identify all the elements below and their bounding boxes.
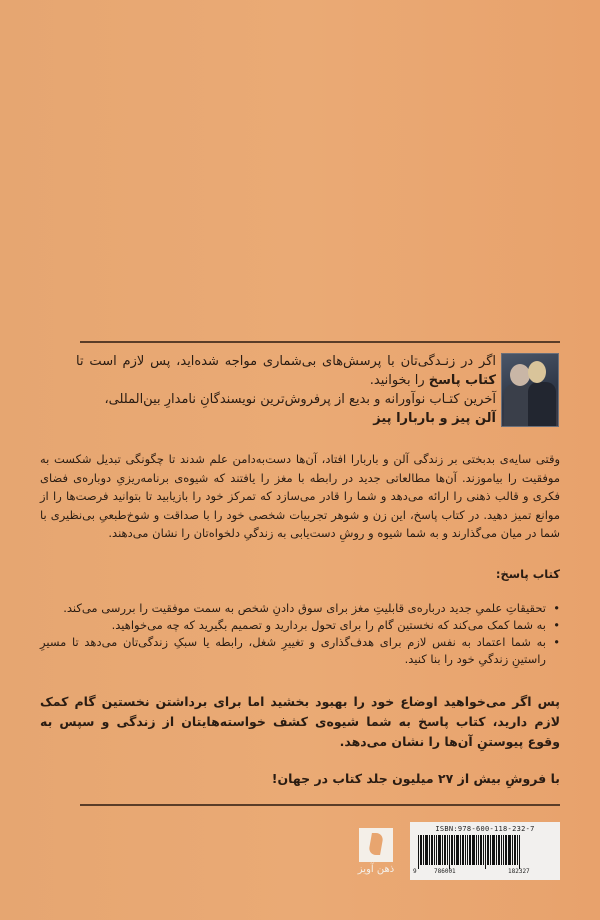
feature-item: • به شما اعتماد به نفس لازم برای هدف‌گذاری و تغییرِ شغل، رابطه یا سبکِ زندگی‌تان می‌دهد تا مسیرِ راستینِ زندگیِ خود را بنا کنید. [40, 634, 560, 668]
book-title: کتاب پاسخ [428, 373, 496, 388]
feature-item: • تحقیقاتِ علمیِ جدید درباره‌ی قابلیتِ مغز برای سوق دادنِ شخص به سمت موفقیت را بررسی می‌کند. [40, 600, 560, 617]
intro-line-3: آخرین کتـاب نوآورانه و بدیع از پرفروش‌ترین نویسندگانِ نامدارِ بین‌المللی، [104, 392, 496, 407]
author-names: آلن پیز و باربارا پیز [373, 411, 496, 426]
top-divider [80, 341, 560, 343]
bottom-divider [80, 804, 560, 806]
feature-item: • به شما کمک می‌کند که نخستین گام را برای تحول بردارید و تصمیم بگیرید که چه می‌خواهید. [40, 617, 560, 634]
photo-figure-woman [528, 382, 556, 426]
barcode-bars [418, 835, 554, 867]
sales-tagline: با فروشِ بیش از ۲۷ میلیون جلد کتاب در جهان! [271, 771, 560, 786]
features-heading: کتاب پاسخ: [495, 567, 560, 581]
isbn-text: ISBN:978-600-118-232-7 [435, 825, 535, 833]
intro-line-2: را بخوانید. [369, 373, 429, 388]
description-paragraph: وقتی سایه‌ی بدبختی بر زندگی آلن و باربارا افتاد، آن‌ها دست‌به‌دامن علم شدند تا چگونگی تبدیل شکست به موفقیت را بیاموزند. آن‌ها مطالعاتی جدید در رابطه با مغز را یافتند که شیوه‌ی برنامه‌ریزیِ دوباره‌ی فضای فکری و قالب ذهنی را ارائه می‌دهد و شما را قادر می‌سازد که تمرکز خود را بازیابید تا بتوانید فرصت‌ها را از موانع تمیز دهید. در کتاب پاسخ، این زن و شوهر تجربیات شخصی خود را با صداقت و شوخ‌طبعیِ بی‌نظیری با شما در میان می‌گذارند و به شما شیوه و روشِ دست‌یابی به زندگیِ دلخواه‌تان را نشان می‌دهند. [40, 452, 560, 540]
isbn-barcode [410, 822, 560, 880]
intro-line-1: اگر در زنـدگی‌تان با پرسش‌های بی‌شماری مواجه شده‌اید، پس لازم است تا [76, 354, 496, 369]
features-list [40, 600, 560, 668]
barcode-digit-left: 9 [413, 868, 417, 875]
photo-head-woman [528, 361, 546, 383]
photo-head-man [510, 364, 530, 386]
intro-block [76, 352, 496, 428]
barcode-digits-right: 182327 [508, 868, 530, 875]
barcode-digits-mid: 786001 [434, 868, 456, 875]
publisher-logo [355, 828, 397, 878]
publisher-logo-icon [359, 828, 393, 862]
publisher-name: ذهن آویز [357, 864, 395, 875]
closing-paragraph: پس اگر می‌خواهید اوضاع خود را بهبود بخشید اما برای برداشتن نخستین گام کمک لازم دارید، کتاب پاسخ به شما شیوه‌ی کشف خواسته‌هایتان از زندگی و سپس به وقوع پیوستنِ آن‌ها را نشان می‌دهد. [40, 694, 560, 749]
author-photo [501, 353, 559, 427]
